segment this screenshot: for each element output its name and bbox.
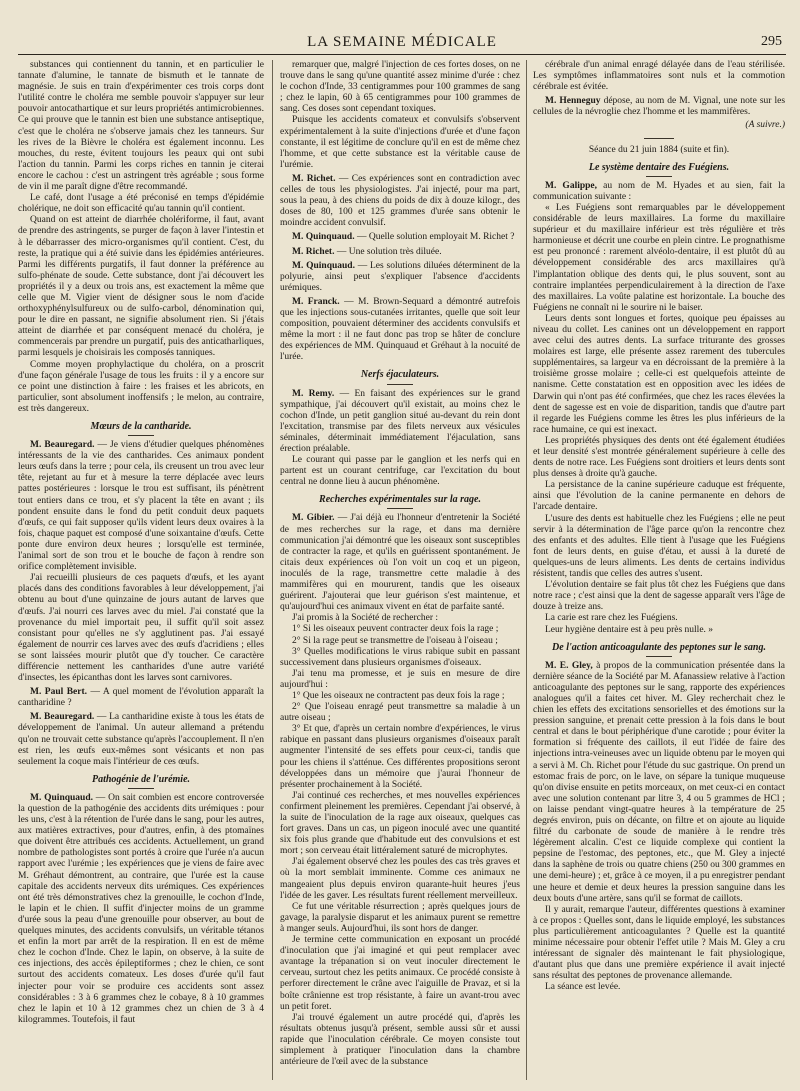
speaker-paragraph (280, 389, 520, 456)
paragraph: J'ai recueilli plusieurs de ces paquets d'œufs, et les ayant placés dans des conditions favorables à leur développement, j'ai obtenu au bout d'une quinzaine de jours autant de larves que d'œufs. J'ai nourri ces larves avec du miel. J'ai constaté que la provenance du miel importait peu, il suffit qu'il soit assez consistant pour qu'elles ne s'y agglutinent pas. J'ai essayé également de nourrir ces larves avec des œufs d'acridiens ; elles se sont laissées mourir plutôt que d'y toucher. Ce caractère différencie nettement les cantharides d'une autre variété d'insectes, les épicanthas dont les larves sont carnivores. (18, 573, 264, 684)
speaker-text: — M. Brown-Sequard a démontré autrefois que les injections sous-cutanées irritantes, quelle que soit leur composition, pouvaient déterminer des accidents convulsifs et même la mort : il ne faut donc pas trop se hâter de conclure des expériences de MM. Quinquaud et Gréhaut à la nocuité de l'urée. (280, 296, 520, 363)
paragraph: J'ai également observé chez les poules des cas très graves et où la mort semblait imminente. Comme ces animaux ne mangeaient plus depuis environ quarante-huit heures j'eus l'idée de les gaver. Les résultats furent réellement merveilleux. (280, 857, 520, 901)
speaker-paragraph (280, 232, 520, 243)
speaker-name: M. Quinquaud. (30, 792, 93, 803)
paragraph: Il y aurait, remarque l'auteur, différentes questions à examiner à ce propos : Quelles sont, dans le liquide employé, les substances plus particulièrement anticoagulantes ? Quelle est la quantité minime nécessaire pour obtenir l'effet utile ? Mais M. Gley a cru intéressant de signaler dès maintenant le fait physiologique, d'autant plus que dans une première expérience il avait injecté sans résultat des peptones de provenance allemande. (533, 904, 785, 982)
speaker-text: — Je viens d'étudier quelques phénomènes intéressants de la vie des cantharides. Ces animaux pondent leurs œufs dans la terre ; pour cela, ils creusent un trou avec leur tête, rejetant au fur et à mesure la terre déplacée avec leurs pattes postérieures : lorsque le trou est suffisant, ils pénètrent tout entiers dans ce trou, et s'y placent la tête en avant ; ils pondent ensuite dans le fond du petit conduit deux paquets d'œufs, ce qui fait supposer qu'ils vident leurs deux ovaires à la fois, chaque paquet est composé d'une soixantaine d'œufs. Cette ponte dure environ deux heures ; lorsqu'elle est terminée, l'animal sort de son trou et le bouche de façon à rendre son orifice complètement invisible. (18, 440, 264, 573)
speaker-text: — Les solutions diluées déterminent de la polyurie, ainsi peut s'expliquer l'absence d'accidents urémiques. (280, 260, 520, 293)
column-right (533, 60, 785, 1085)
speaker-name: M. Quinquaud. (292, 260, 355, 271)
speaker-name: M. Beauregard. (30, 440, 95, 451)
speaker-text: — J'ai déjà eu l'honneur d'entretenir la Société de mes recherches sur la rage, et dans ma dernière communication j'ai démontré que les oiseaux sont susceptibles de contracter la rage, et qu'ils en guérissent spontanément. Je citais deux expériences où l'on voit un coq et un pigeon, inoculés de la rage, transmettre cette maladie à des mammifères qui en moururent, tandis que les oiseaux guérirent. J'ajouterai que leur guérison s'est maintenue, et qu'aujourd'hui ces animaux vivent en état de parfaite santé. (280, 513, 520, 613)
section-heading: Mœurs de la cantharide. (18, 421, 264, 436)
section-heading: Recherches expérimentales sur la rage. (280, 494, 520, 509)
paragraph: La carie est rare chez les Fuégiens. (545, 613, 678, 624)
paragraph: « Les Fuégiens sont remarquables par le développement considérable de leurs maxillaires. La forme du maxillaire supérieur et du maxillaire inférieur est très régulière et très harmonieuse et décrit une courbe en plein cintre. Le prognathisme est peu prononcé : rarement alvéolo-dentaire, il est plutôt dû au développement considérable des arcs maxillaires qu'à l'implantation oblique des dents qui, le plus souvent, sont au contraire implantées perpendiculairement à la direction de l'axe des maxillaires. La voûte palatine est horizontale. La bouche des Fuégiens ne connaît ni le sourire ni le baiser. (533, 202, 785, 313)
speaker-paragraph (280, 513, 520, 613)
column-left (18, 60, 264, 1085)
paragraph: La persistance de la canine supérieure caduque est fréquente, ainsi que l'évolution de la canine permanente en dehors de l'arcade dentaire. (533, 480, 785, 513)
paragraph: Comme moyen prophylactique du choléra, on a proscrit d'une façon générale l'usage de tous les fruits : il y a encore sur ce point une distinction à faire : les fraises et les abricots, en particulier, sont absolument inoffensifs ; le melon, au contraire, est très dangereux. (18, 359, 264, 414)
section-heading: Pathogénie de l'urémie. (18, 774, 264, 789)
journal-title: LA SEMAINE MÉDICALE (307, 34, 497, 50)
column-divider (526, 60, 527, 1080)
paragraph: Quand on est atteint de diarrhée cholériforme, il faut, avant de prendre des astringents, se purger de façon à laver l'intestin et à le débarrasser des micro-organismes qu'il contient. C'est, du reste, la pratique qui a été suivie dans les épidémies antérieures. Parmi les différents purgatifs, il faut donner la préférence au sulfo-phénate de soude. Cette substance, dont j'ai découvert les propriétés il y a deux ou trois ans, est exactement la même que celle que M. Vigier vient de désigner sous le nom d'acide orthoxyphénylsulfureux ou de sulfo-carbol, dénomination qui, pour le dire en passant, ne signifie absolument rien. Si j'étais atteint de diarrhée et par conséquent menacé du choléra, je commencerais par prendre un purgatif, puis des anticatharliques, parmi lesquels je choisirais les composés tanniques. (18, 215, 264, 359)
speaker-text: dépose, au nom de M. Vignal, une note sur les cellules de la névroglie chez l'homme et les mammifères. (533, 96, 785, 118)
paragraph: Leurs dents sont longues et fortes, quoique peu épaisses au niveau du collet. Les canines ont un développement en rapport avec celui des autres dents. La surface triturante des grosses molaires est large, elle présente assez rarement des tubercules supplémentaires, sa largeur va en décroissant de la première à la troisième grosse molaire ; celle-ci est quelquefois atteinte de nanisme. Cette constatation est en opposition avec les idées de Darwin qui n'ont pas été confirmées, que chez les races élevées la dent de sagesse est en voie de disparition, tandis que d'autre part il regarde les Fuégiens comme les êtres les plus inférieurs de la race humaine, ce qui est inexact. (533, 313, 785, 435)
paragraph: J'ai trouvé également un autre procédé qui, d'après les résultats obtenus jusqu'à présent, semble aussi sûr et aussi rapide que l'inoculation cérébrale. Ce moyen consiste tout simplement à pratiquer l'inoculation dans la chambre antérieure de l'œil avec de la substance (280, 1012, 520, 1068)
speaker-paragraph (280, 261, 520, 294)
speaker-text: — Ces expériences sont en contradiction avec celles de tous les physiologistes. J'ai injecté, pour ma part, sous la peau, à des chiens du poids de dix à douze kilogr., des doses de 80, 100 et 125 grammes d'urée sans obtenir le moindre accident convulsif. (280, 173, 520, 229)
column-divider (272, 60, 273, 1080)
paragraph: 2° Si la rage peut se transmettre de l'oiseau à l'oiseau ; (292, 635, 498, 646)
separator (644, 138, 674, 139)
page-header (18, 34, 786, 55)
speaker-name: M. Henneguy (545, 96, 601, 107)
speaker-name: M. Gibier. (292, 513, 335, 524)
paragraph: Leur hygiène dentaire est à peu près nulle. » (545, 624, 714, 635)
paragraph: Le courant qui passe par le ganglion et les nerfs qui en partent est un courant centrifuge, car l'excitation du bout central ne donne lieu à aucun phénomène. (280, 455, 520, 488)
speaker-paragraph (18, 793, 264, 1026)
paragraph: Ce fut une véritable résurrection ; après quelques jours de gavage, la paralysie disparut et les animaux purent se remettre à manger seuls. Aujourd'hui, ils sont hors de danger. (280, 901, 520, 934)
paragraph: 3° Et que, d'après un certain nombre d'expériences, le virus rabique en passant dans plusieurs organismes d'oiseaux paraît augmenter l'intensité de ses effets pour ceux-ci, tandis que pour les chiens il s'atténue. Ces différentes propositions seront développées dans un mémoire que j'aurai l'honneur de présenter prochainement à la Société. (280, 724, 520, 790)
speaker-name: M. Paul Bert. (30, 687, 88, 698)
speaker-paragraph (18, 712, 264, 767)
speaker-paragraph (18, 687, 264, 709)
speaker-text: — Quelle solution employait M. Richet ? (354, 232, 515, 243)
section-heading: Nerfs éjaculateurs. (280, 369, 520, 384)
paragraph: L'évolution dentaire se fait plus tôt chez les Fuégiens que dans notre race ; c'est ainsi que la dent de sagesse apparaît vers l'âge de douze à treize ans. (533, 580, 785, 613)
speaker-name: M. Beauregard. (30, 712, 95, 723)
paragraph: L'usure des dents est habituelle chez les Fuégiens ; elle ne peut servir à la détermination de l'âge parce qu'on la rencontre chez des enfants et des adultes. Elle tient à l'usage que les Fuégiens font de leurs dents, en guise d'étau, et aussi à la dureté de quelques-uns de leurs aliments. Les dents de certains individus résistent, tandis que celles des autres s'usent. (533, 513, 785, 580)
paragraph: 1° Si les oiseaux peuvent contracter deux fois la rage ; (292, 624, 499, 635)
paragraph: Le café, dont l'usage a été préconisé en temps d'épidémie cholérique, ne doit son efficacité qu'au tannin qu'il contient. (18, 193, 264, 215)
session-date: Séance du 21 juin 1884 (suite et fin). (588, 144, 730, 155)
paragraph: J'ai continué ces recherches, et mes nouvelles expériences confirment pleinement les premières. Cependant j'ai observé, à la suite de l'inoculation de la rage aux oiseaux, quelques cas fort graves. Dans un cas, un pigeon inoculé avec une quantité six fois plus grande que d'habitude eut des convulsions et est mort ; son cerveau était littéralement saturé de microphytes. (280, 790, 520, 857)
speaker-name: M. E. Gley, (545, 660, 593, 671)
paragraph: cérébrale d'un animal enragé délayée dans de l'eau stérilisée. Les symptômes inflammatoires sont nuls et la commotion cérébrale est évitée. (533, 60, 785, 93)
continued-note: (A suivre.) (745, 120, 785, 131)
speaker-text: — On sait combien est encore controversée la question de la pathogénie des accidents dits urémiques : pour les uns, c'est à la rétention de l'urée dans le sang, pour les autres, aux matières extractives, pour d'autres, enfin, à des ptomaïnes que doivent être attribués ces accidents. Actuellement, un grand nombre de pathologistes sont portés à croire que l'urée n'a aucun rapport avec l'urémie ; les expériences que je viens de faire avec M. Gréhaut démontrent, au contraire, que l'urée est la cause capitale des accidents nerveux dits urémiques. Ces expériences ont été très démonstratives chez la grenouille, le cochon d'Inde, le lapin et le chien. Il suffit d'injecter moins de un gramme d'urée sous la peau d'une grenouille pour observer, au bout de quelques minutes, des accidents convulsifs, un véritable tétanos et enfin la mort par arrêt de la respiration. Il en est de même chez le cochon d'Inde. Chez le lapin, on observe, à la suite de ces injections, des accès épileptiformes ; chez le chien, ce sont surtout des accidents comateux. Les doses d'urée qu'il faut injecter pour voir se produire ces accidents sont assez considérables : 3 à 6 grammes chez le cobaye, 8 à 10 grammes chez le lapin et 10 à 12 grammes chez un chien de 3 à 4 kilogrammes. Toutefois, il faut (18, 792, 264, 1025)
paragraph: substances qui contiennent du tannin, et en particulier le tannate d'alumine, le tannate de bismuth et le tannate de magnésie. Je suis en train d'expérimenter ces trois corps dont l'utilité contre le choléra me semble pouvoir s'appuyer sur leur pouvoir antocathartique et sur leurs propriétés antimicrobiennes. Ce qui prouve que le tannin est bien une substance antiseptique, c'est que le choléra ne s'observe jamais chez les tanneurs. Sur les rives de la Bièvre le choléra est également inconnu. Les mouches, du reste, évitent toujours les peaux qui ont subi l'action du tannin. Parmi les corps riches en tannin je citerai encore le cachou : c'est un astringent très agréable ; sous forme de vin il me paraît digne d'être recommandé. (18, 60, 264, 193)
paragraph: 2° Que l'oiseau enragé peut transmettre sa maladie à un autre oiseau ; (280, 702, 520, 724)
paragraph: remarquer que, malgré l'injection de ces fortes doses, on ne trouve dans le sang qu'une quantité assez minime d'urée : chez le cochon d'Inde, 33 centigrammes pour 100 grammes de sang ; chez le lapin, 60 à 65 centigrammes pour 100 grammes de sang. Ces doses sont cependant toxiques. (280, 60, 520, 115)
speaker-text: à propos de la communication présentée dans la dernière séance de la Société par M. Afanassiew relative à l'action anticoagulante des peptones sur le sang, rapporte des expériences analogues qu'il a faites cet hiver. M. Gley recherchait chez le chien les effets des excitations sensorielles et des émotions sur la pression sanguine, et prenait cette pression à la fois dans le bout central et dans le bout périphérique d'une carotide ; pour éviter la formation si fréquente des caillots, il eut l'idée de faire des injections intra-veineuses avec un liquide obtenu par le moyen qui a servi à M. Ch. Richet pour l'étude du suc gastrique. On prend un estomac frais de porc, on le lave, on sépare la tunique muqueuse qu'on divise ensuite en petits morceaux, on met ceux-ci en contact avec une solution contenant par litre 3, 4 ou 5 grammes de HCl ; on laisse pendant vingt-quatre heures à la température de 25 degrés environ, puis on décante, on filtre et on ajoute au liquide filtré du carbonate de soude de manière à le rendre très légèrement alcalin. C'est ce liquide complexe qui contient la pepsine de l'estomac, des peptones, etc., que M. Gley a injecté dans la saphène de trois ou quatre chiens (250 ou 300 grammes en une demi-heure) ; et, grâce à ce moyen, il a pu enregistrer pendant une heure et demie et deux heures la pression sanguine dans les deux bouts d'une artère, sans qu'il se format de caillots. (533, 660, 785, 904)
speaker-name: M. Quinquaud. (292, 232, 355, 243)
page-number: 295 (761, 34, 782, 49)
speaker-name: M. Richet. (292, 173, 336, 184)
speaker-name: M. Remy. (292, 388, 335, 399)
paragraph: Les propriétés physiques des dents ont été également étudiées et leur densité s'est montrée généralement supérieure à celle des dents de notre race. Les Fuégiens sont droitiers et leurs dents sont plus denses à droite qu'à gauche. (533, 435, 785, 480)
speaker-text: — Une solution très diluée. (334, 246, 442, 257)
paragraph: La séance est levée. (545, 982, 621, 993)
speaker-paragraph (18, 440, 264, 573)
paragraph: 3° Quelles modifications le virus rabique subit en passant successivement dans plusieurs organismes d'oiseaux. (280, 646, 520, 668)
section-heading: De l'action anticoagulante des peptones sur le sang. (533, 642, 785, 657)
speaker-text: — La cantharidine existe à tous les états de développement de l'animal. Un auteur allemand a prétendu qu'on ne trouvait cette substance qu'après l'accouplement. Il n'en est rien, les œufs eux-mêmes sont vésicants et non pas seulement la coque mais l'intérieur de ces œufs. (18, 712, 264, 767)
paragraph: Puisque les accidents comateux et convulsifs s'observent expérimentalement à la suite d'injections d'urée et d'une façon constante, il est légitime de conclure qu'il en est de même chez l'homme, et que cette substance est la véritable cause de l'urémie. (280, 115, 520, 170)
column-middle (280, 60, 520, 1085)
speaker-paragraph (280, 174, 520, 229)
speaker-paragraph (533, 181, 785, 203)
speaker-paragraph (533, 96, 785, 118)
speaker-name: M. Richet. (292, 246, 335, 257)
section-heading: Le système dentaire des Fuégiens. (533, 162, 785, 177)
speaker-paragraph (533, 661, 785, 905)
paragraph: J'ai tenu ma promesse, et je suis en mesure de dire aujourd'hui : (280, 668, 520, 690)
speaker-paragraph (280, 247, 520, 258)
speaker-paragraph (280, 297, 520, 364)
paragraph: 1° Que les oiseaux ne contractent pas deux fois la rage ; (292, 690, 505, 701)
paragraph: J'ai promis à la Société de rechercher : (292, 613, 438, 624)
speaker-name: M. Galippe, (545, 180, 598, 191)
speaker-text: — A quel moment de l'évolution apparaît la cantharidine ? (18, 687, 264, 709)
paragraph: Je termine cette communication en exposant un procédé d'inoculation que j'ai imaginé et qui peut remplacer avec avantage la trépanation si on veut inoculer directement le cerveau, surtout chez les petits animaux. Ce procédé consiste à perforer directement le crâne avec l'aiguille de Pravaz, et si la boîte crânienne est trop résistante, à faire un avant-trou avec un petit foret. (280, 935, 520, 1012)
speaker-text: — En faisant des expériences sur le grand sympathique, j'ai découvert qu'il existait, au moins chez le cochon d'Inde, un petit ganglion situé au-devant du rein dont l'excitation, transmise par des filets nerveux aux vésicules séminales, déterminait immédiatement l'éjaculation, sans érection préalable. (280, 388, 520, 454)
speaker-text: au nom de M. Hyades et au sien, fait la communication suivante : (533, 180, 785, 202)
speaker-name: M. Franck. (292, 296, 340, 307)
